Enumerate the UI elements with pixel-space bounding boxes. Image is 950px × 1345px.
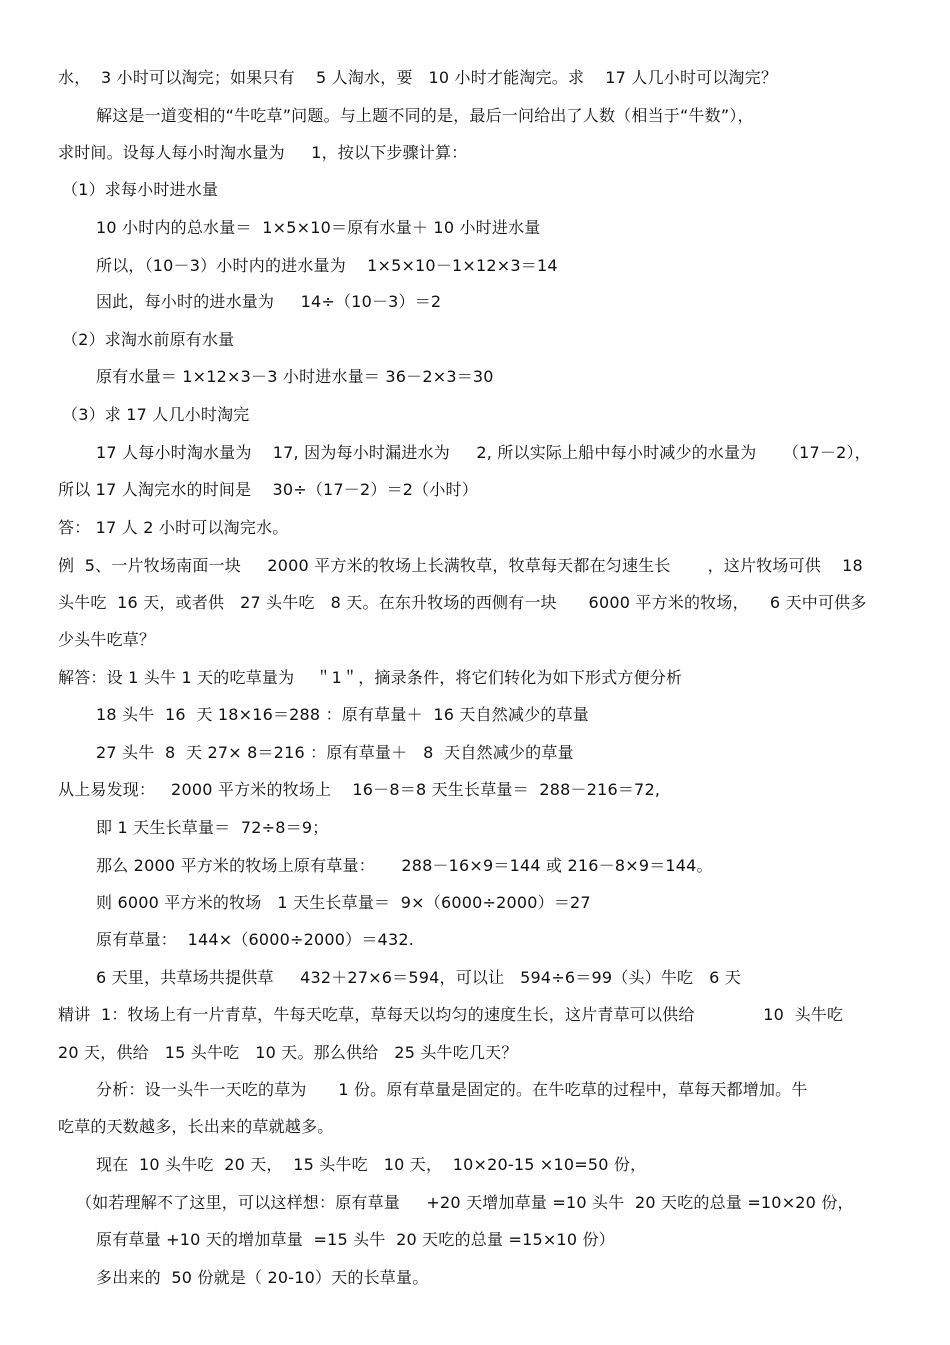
text-line: 27 头牛 8 天 27× 8＝216 ：原有草量＋ 8 天自然减少的草量 (96, 743, 574, 762)
text-line: （如若理解不了这里，可以这样想：原有草量 +20 天增加草量 =10 头牛 20 天吃的总量 =10×20 份， (76, 1193, 854, 1212)
text-line: 解这是一道变相的“牛吃草”问题。与上题不同的是，最后一问给出了人数（相当于“牛数”）， (96, 106, 754, 125)
text-line: 解答：设 1 头牛 1 天的吃草量为 ＂1＂，摘录条件，将它们转化为如下形式方便分析 (58, 668, 683, 687)
text-line: 则 6000 平方米的牧场 1 天生长草量＝ 9×（6000÷2000）＝27 (96, 893, 591, 912)
text-line: 原有草量 +10 天的增加草量 =15 头牛 20 天吃的总量 =15×10 份） (96, 1230, 615, 1249)
text-line: （1）求每小时进水量 (62, 180, 219, 199)
text-line: 水， 3 小时可以淘完；如果只有 5 人淘水，要 10 小时才能淘完。求 17 人几小时可以淘完？ (58, 68, 778, 87)
text-line: 求时间。设每人每小时淘水量为 1，按以下步骤计算： (58, 143, 468, 162)
text-line: 原有草量： 144×（6000÷2000）＝432. (96, 930, 414, 949)
text-line: 多出来的 50 份就是（ 20-10）天的长草量。 (96, 1268, 429, 1287)
text-line: （2）求淘水前原有水量 (62, 330, 235, 349)
text-line: 20 天，供给 15 头牛吃 10 天。那么供给 25 头牛吃几天？ (58, 1043, 518, 1062)
text-line: 分析：设一头牛一天吃的草为 1 份。原有草量是固定的。在牛吃草的过程中，草每天都增加。牛 (96, 1080, 808, 1099)
text-line: 那么 2000 平方米的牧场上原有草量： 288－16×9＝144 或 216－8×9＝144。 (96, 856, 713, 875)
text-line: 17 人每小时淘水量为 17, 因为每小时漏进水为 2, 所以实际上船中每小时减少的水量为 （17－2）， (96, 443, 871, 462)
text-line: 所以，（10－3）小时内的进水量为 1×5×10－1×12×3＝14 (96, 256, 558, 275)
text-line: 精讲 1：牧场上有一片青草，牛每天吃草，草每天以均匀的速度生长，这片青草可以供给 10 头牛吃 (58, 1005, 844, 1024)
text-line: 10 小时内的总水量＝ 1×5×10＝原有水量＋ 10 小时进水量 (96, 218, 541, 237)
text-line: 现在 10 头牛吃 20 天， 15 头牛吃 10 天， 10×20-15 ×10=50 份， (96, 1155, 647, 1174)
text-line: 6 天里，共草场共提供草 432＋27×6＝594，可以让 594÷6＝99（头）牛吃 6 天 (96, 968, 741, 987)
text-line: 例 5、一片牧场南面一块 2000 平方米的牧场上长满牧草，牧草每天都在匀速生长 ，这片牧场可供 18 (58, 556, 863, 575)
text-line: 因此，每小时的进水量为 14÷（10－3）＝2 (96, 292, 442, 311)
text-line: 吃草的天数越多，长出来的草就越多。 (58, 1117, 334, 1136)
text-line: 所以 17 人淘完水的时间是 30÷（17－2）＝2（小时） (58, 480, 478, 499)
text-line: （3）求 17 人几小时淘完 (62, 405, 250, 424)
text-line: 少头牛吃草？ (58, 630, 156, 649)
text-line: 头牛吃 16 天，或者供 27 头牛吃 8 天。在东升牧场的西侧有一块 6000 平方米的牧场， 6 天中可供多 (58, 593, 867, 612)
text-line: 即 1 天生长草量＝ 72÷8＝9； (96, 818, 329, 837)
text-line: 答： 17 人 2 小时可以淘完水。 (58, 518, 289, 537)
text-line: 从上易发现： 2000 平方米的牧场上 16－8＝8 天生长草量＝ 288－216＝72, (58, 780, 661, 799)
text-line: 18 头牛 16 天 18×16＝288 ：原有草量＋ 16 天自然减少的草量 (96, 705, 590, 724)
text-line: 原有水量＝ 1×12×3－3 小时进水量＝ 36－2×3＝30 (96, 367, 494, 386)
